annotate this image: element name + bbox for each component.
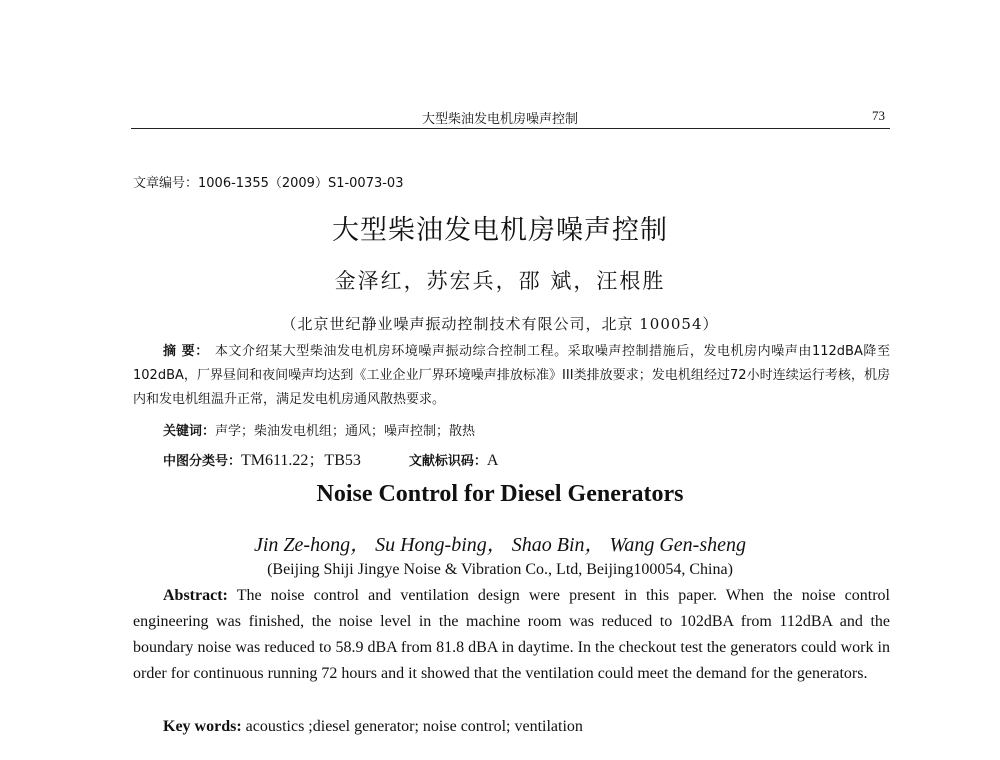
english-affiliation: (Beijing Shiji Jingye Noise & Vibration Co., Ltd, Beijing100054, China) — [267, 561, 733, 578]
class-number-label: 中图分类号： — [163, 454, 242, 469]
chinese-title: 大型柴油发电机房噪声控制 — [332, 215, 668, 246]
chinese-authors: 金泽红，苏宏兵，邵 斌，汪根胜 — [334, 269, 666, 293]
english-authors: Jin Ze-hong， Su Hong-bing， Shao Bin， Wang Gen-sheng — [254, 534, 746, 556]
doc-code-value: A — [486, 452, 499, 469]
english-abstract-text: The noise control and ventilation design were present in this paper. When the noise control engineering was finished, the noise level in the machine room was reduced to 102dBA from 112dBA and the boundary noise was reduced to 58.9 dBA from 81.8 dBA in daytime. In the checkout test the generators could work in order for continuous running 72 hours and it showed that the ventilation could meet the demand for the generators. — [133, 587, 891, 682]
chinese-keywords — [163, 420, 475, 439]
english-abstract-label: Abstract: — [163, 587, 228, 604]
doc-code-label: 文献标识码： — [408, 454, 487, 469]
chinese-abstract-text: 本文介绍某大型柴油发电机房环境噪声振动综合控制工程。采取噪声控制措施后，发电机房内噪声由112dBA降至102dBA，厂界昼间和夜间噪声均达到《工业企业厂界环境噪声排放标准》III类排放要求；发电机组经过72小时连续运行考核，机房内和发电机组温升正常，满足发电机房通风散热要求。 — [133, 344, 890, 407]
chinese-abstract-label: 摘 要： — [163, 344, 209, 359]
chinese-abstract — [133, 340, 890, 412]
chinese-keywords-text: 声学；柴油发电机组；通风；噪声控制；散热 — [215, 424, 476, 439]
chinese-keywords-label: 关键词： — [163, 424, 216, 439]
english-keywords-label: Key words: — [163, 718, 242, 735]
article-number: 文章编号：1006-1355（2009）S1-0073-03 — [133, 176, 404, 191]
header-rule — [131, 128, 890, 129]
english-keywords-text: acoustics ;diesel generator; noise control; ventilation — [245, 718, 583, 735]
english-keywords — [163, 718, 583, 736]
english-abstract — [133, 583, 890, 687]
english-title: Noise Control for Diesel Generators — [316, 481, 684, 507]
class-number-value: TM611.22；TB53 — [241, 452, 361, 469]
classification-line — [163, 447, 498, 470]
running-title: 大型柴油发电机房噪声控制 — [421, 112, 578, 127]
chinese-affiliation: （北京世纪静业噪声振动控制技术有限公司，北京 100054） — [281, 315, 719, 333]
page-number: 73 — [872, 108, 885, 123]
